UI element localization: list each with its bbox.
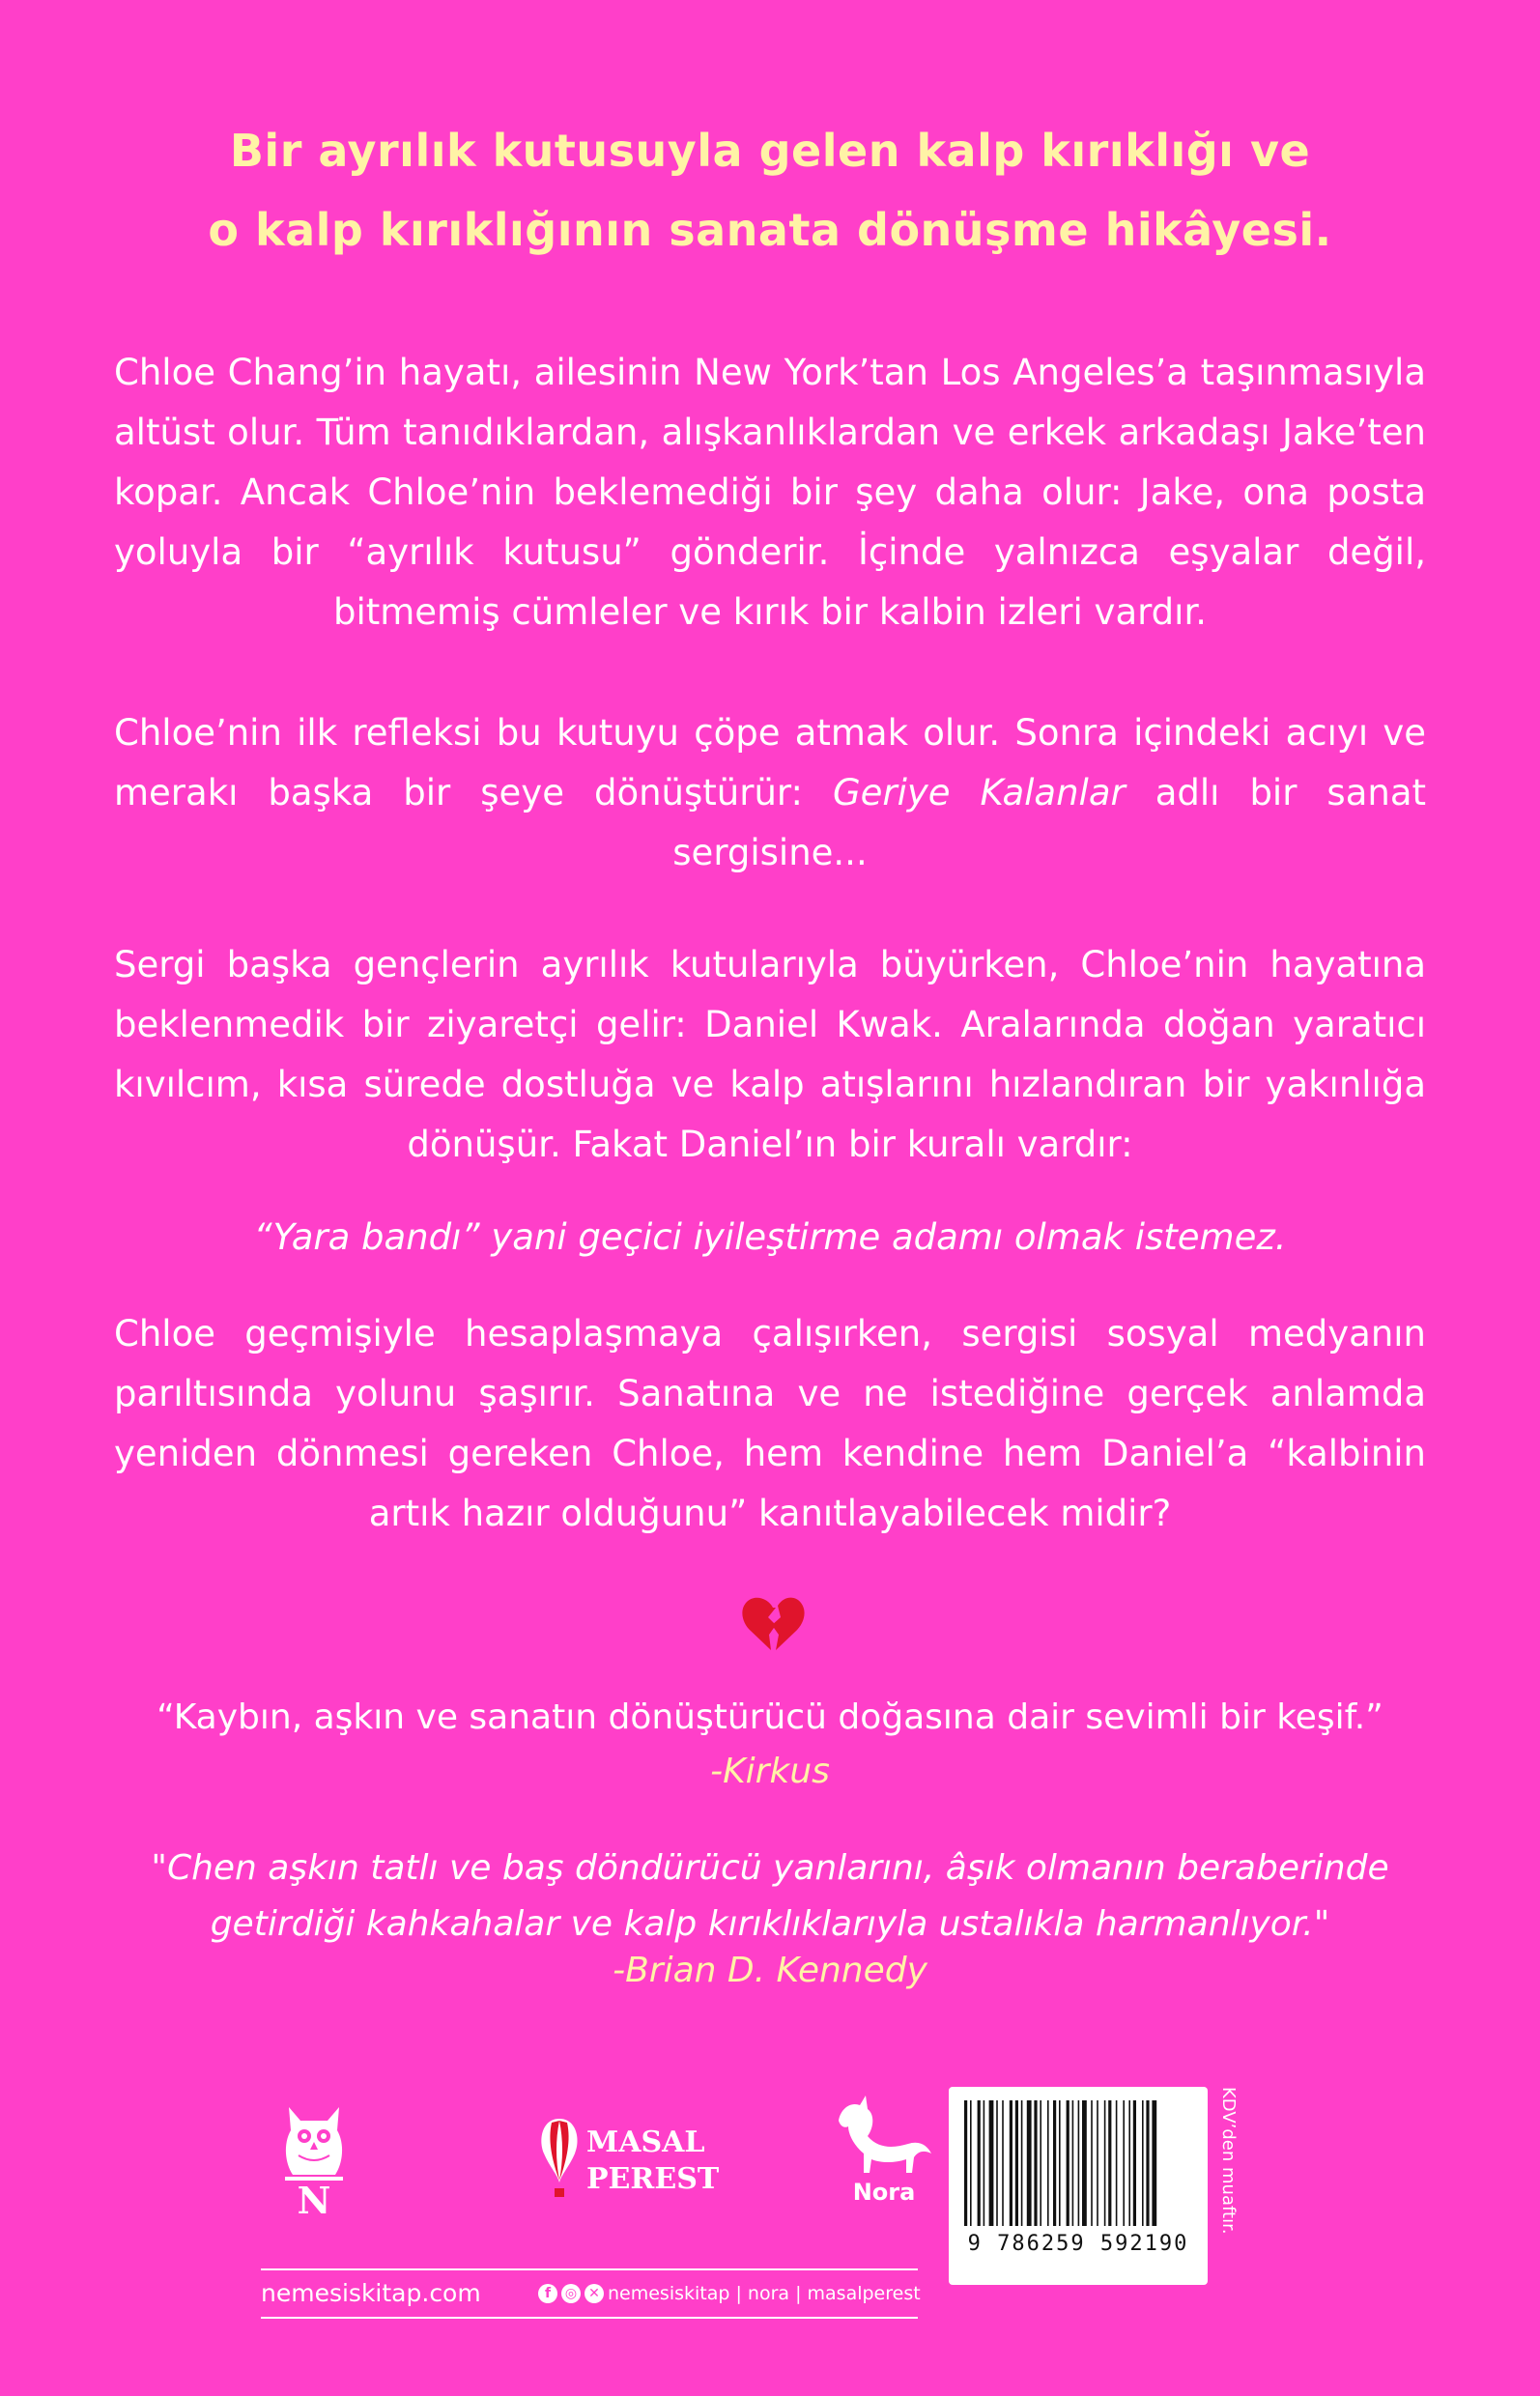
barcode-bar xyxy=(1002,2100,1004,2226)
barcode-bar xyxy=(1133,2100,1136,2226)
barcode-bar xyxy=(1091,2100,1093,2226)
review-2-attribution: -Brian D. Kennedy xyxy=(613,1951,927,1990)
isbn-number: 9 786259 592190 xyxy=(967,2232,1189,2256)
barcode-bar xyxy=(1072,2100,1074,2226)
facebook-icon: f xyxy=(538,2284,557,2303)
barcode-bar xyxy=(1015,2100,1018,2226)
barcode-bar xyxy=(978,2100,981,2226)
broken-heart-icon xyxy=(741,1596,805,1652)
review-2-line-1: "Chen aşkın tatlı ve baş döndürücü yanlarını, âşık olmanın beraberinde xyxy=(151,1848,1389,1888)
barcode-bars xyxy=(949,2087,1208,2232)
headline-line-2: o kalp kırıklığının sanata dönüşme hikâyesi. xyxy=(208,204,1332,256)
barcode-bar xyxy=(1010,2100,1012,2226)
masal-logo-line-2: PEREST xyxy=(586,2162,720,2196)
social-handles-text: nemesiskitap | nora | masalperest xyxy=(608,2283,921,2304)
barcode-bar xyxy=(1053,2100,1056,2226)
barcode-bar xyxy=(1034,2100,1037,2226)
barcode-bar xyxy=(1059,2100,1061,2226)
barcode-bar xyxy=(1146,2100,1149,2226)
isbn-barcode xyxy=(949,2087,1208,2285)
review-2-line-2: getirdiği kahkahalar ve kalp kırıklıklarıyla ustalıkla harmanlıyor." xyxy=(210,1904,1330,1944)
barcode-bar xyxy=(1078,2100,1080,2226)
barcode-bar xyxy=(989,2100,994,2226)
paragraph-2-start: Chloe’nin ilk refleksi bu kutuyu çöpe atmak olur. Sonra içindeki acıyı ve merakı başka bir şeye dönüştürür: xyxy=(114,712,1426,813)
barcode-bar xyxy=(1108,2100,1111,2226)
headline xyxy=(116,111,1424,270)
footer-divider-top xyxy=(261,2268,918,2270)
barcode-bar xyxy=(1027,2100,1032,2226)
synopsis-paragraph-3: Sergi başka gençlerin ayrılık kutularıyla büyürken, Chloe’nin hayatına beklenmedik bir ziyaretçi gelir: Daniel Kwak. Aralarında doğan yaratıcı kıvılcım, kısa sürede dostluğa ve kalp atışlarını hızlandıran bir yakınlığa dönüşür. Fakat Daniel’ın bir kuralı vardır: xyxy=(114,944,1426,1165)
nora-greyhound-logo xyxy=(831,2092,937,2208)
barcode-bar xyxy=(1123,2100,1125,2226)
owl-logo-letter: N xyxy=(297,2179,331,2217)
synopsis-paragraph-1: Chloe Chang’in hayatı, ailesinin New York’tan Los Angeles’a taşınmasıyla altüst olur. Tüm tanıdıklardan, alışkanlıklardan ve erkek arkadaşı Jake’ten kopar. Ancak Chloe’nin beklemediği bir şey daha olur: Jake, ona posta yoluyla bir “ayrılık kutusu” gönderir. İçinde yalnızca eşyalar değil, bitmemiş cümleler ve kırık bir kalbin izleri vardır. xyxy=(114,352,1426,633)
barcode-bar xyxy=(1116,2100,1118,2226)
exhibition-title: Geriye Kalanlar xyxy=(832,772,1126,813)
review-2-text xyxy=(97,1840,1443,1953)
review-1-text: “Kaybın, aşkın ve sanatın dönüştürücü doğasına dair sevimli bir keşif.” xyxy=(157,1697,1383,1737)
social-handles xyxy=(538,2274,921,2313)
barcode-bar xyxy=(1097,2100,1098,2226)
x-icon: ✕ xyxy=(585,2284,604,2303)
rule-quote: “Yara bandı” yani geçici iyileştirme adamı olmak istemez. xyxy=(253,1216,1287,1258)
synopsis-paragraph-4: Chloe geçmişiyle hesaplaşmaya çalışırken, sergisi sosyal medyanın parıltısında yolunu şaşırır. Sanatına ve ne istediğine gerçek anlamda yeniden dönmesi gereken Chloe, hem kendine hem Daniel’a “kalbinin artık hazır olduğunu” kanıtlayabilecek midir? xyxy=(114,1313,1426,1534)
barcode-bar xyxy=(1021,2100,1023,2226)
masal-logo-line-1: MASAL xyxy=(586,2125,705,2159)
barcode-bar xyxy=(1040,2100,1041,2226)
barcode-bar xyxy=(1142,2100,1144,2226)
footer-divider-bottom xyxy=(261,2317,918,2319)
barcode-bar xyxy=(996,2100,998,2226)
paragraph-2-end: adlı bir sanat sergisine... xyxy=(672,772,1427,873)
barcode-bar xyxy=(1152,2100,1156,2226)
barcode-bar xyxy=(1067,2100,1069,2226)
review-1-attribution: -Kirkus xyxy=(710,1752,830,1791)
tax-exempt-note: KDV’den muaftır. xyxy=(1218,2087,1239,2235)
instagram-icon: ◎ xyxy=(561,2284,581,2303)
barcode-bar xyxy=(1082,2100,1087,2226)
synopsis-paragraph-2 xyxy=(114,703,1426,883)
nora-logo-text: Nora xyxy=(852,2179,916,2206)
website-link[interactable]: nemesiskitap.com xyxy=(261,2279,481,2307)
barcode-bar xyxy=(1047,2100,1049,2226)
barcode-bar xyxy=(970,2100,972,2226)
headline-line-1: Bir ayrılık kutusuyla gelen kalp kırıklığı ve xyxy=(229,125,1311,177)
masalperest-balloon-logo xyxy=(538,2111,731,2217)
nemesis-owl-logo xyxy=(275,2101,353,2217)
barcode-bar xyxy=(964,2100,967,2226)
barcode-bar xyxy=(1128,2100,1130,2226)
barcode-bar xyxy=(1104,2100,1106,2226)
barcode-bar xyxy=(984,2100,985,2226)
